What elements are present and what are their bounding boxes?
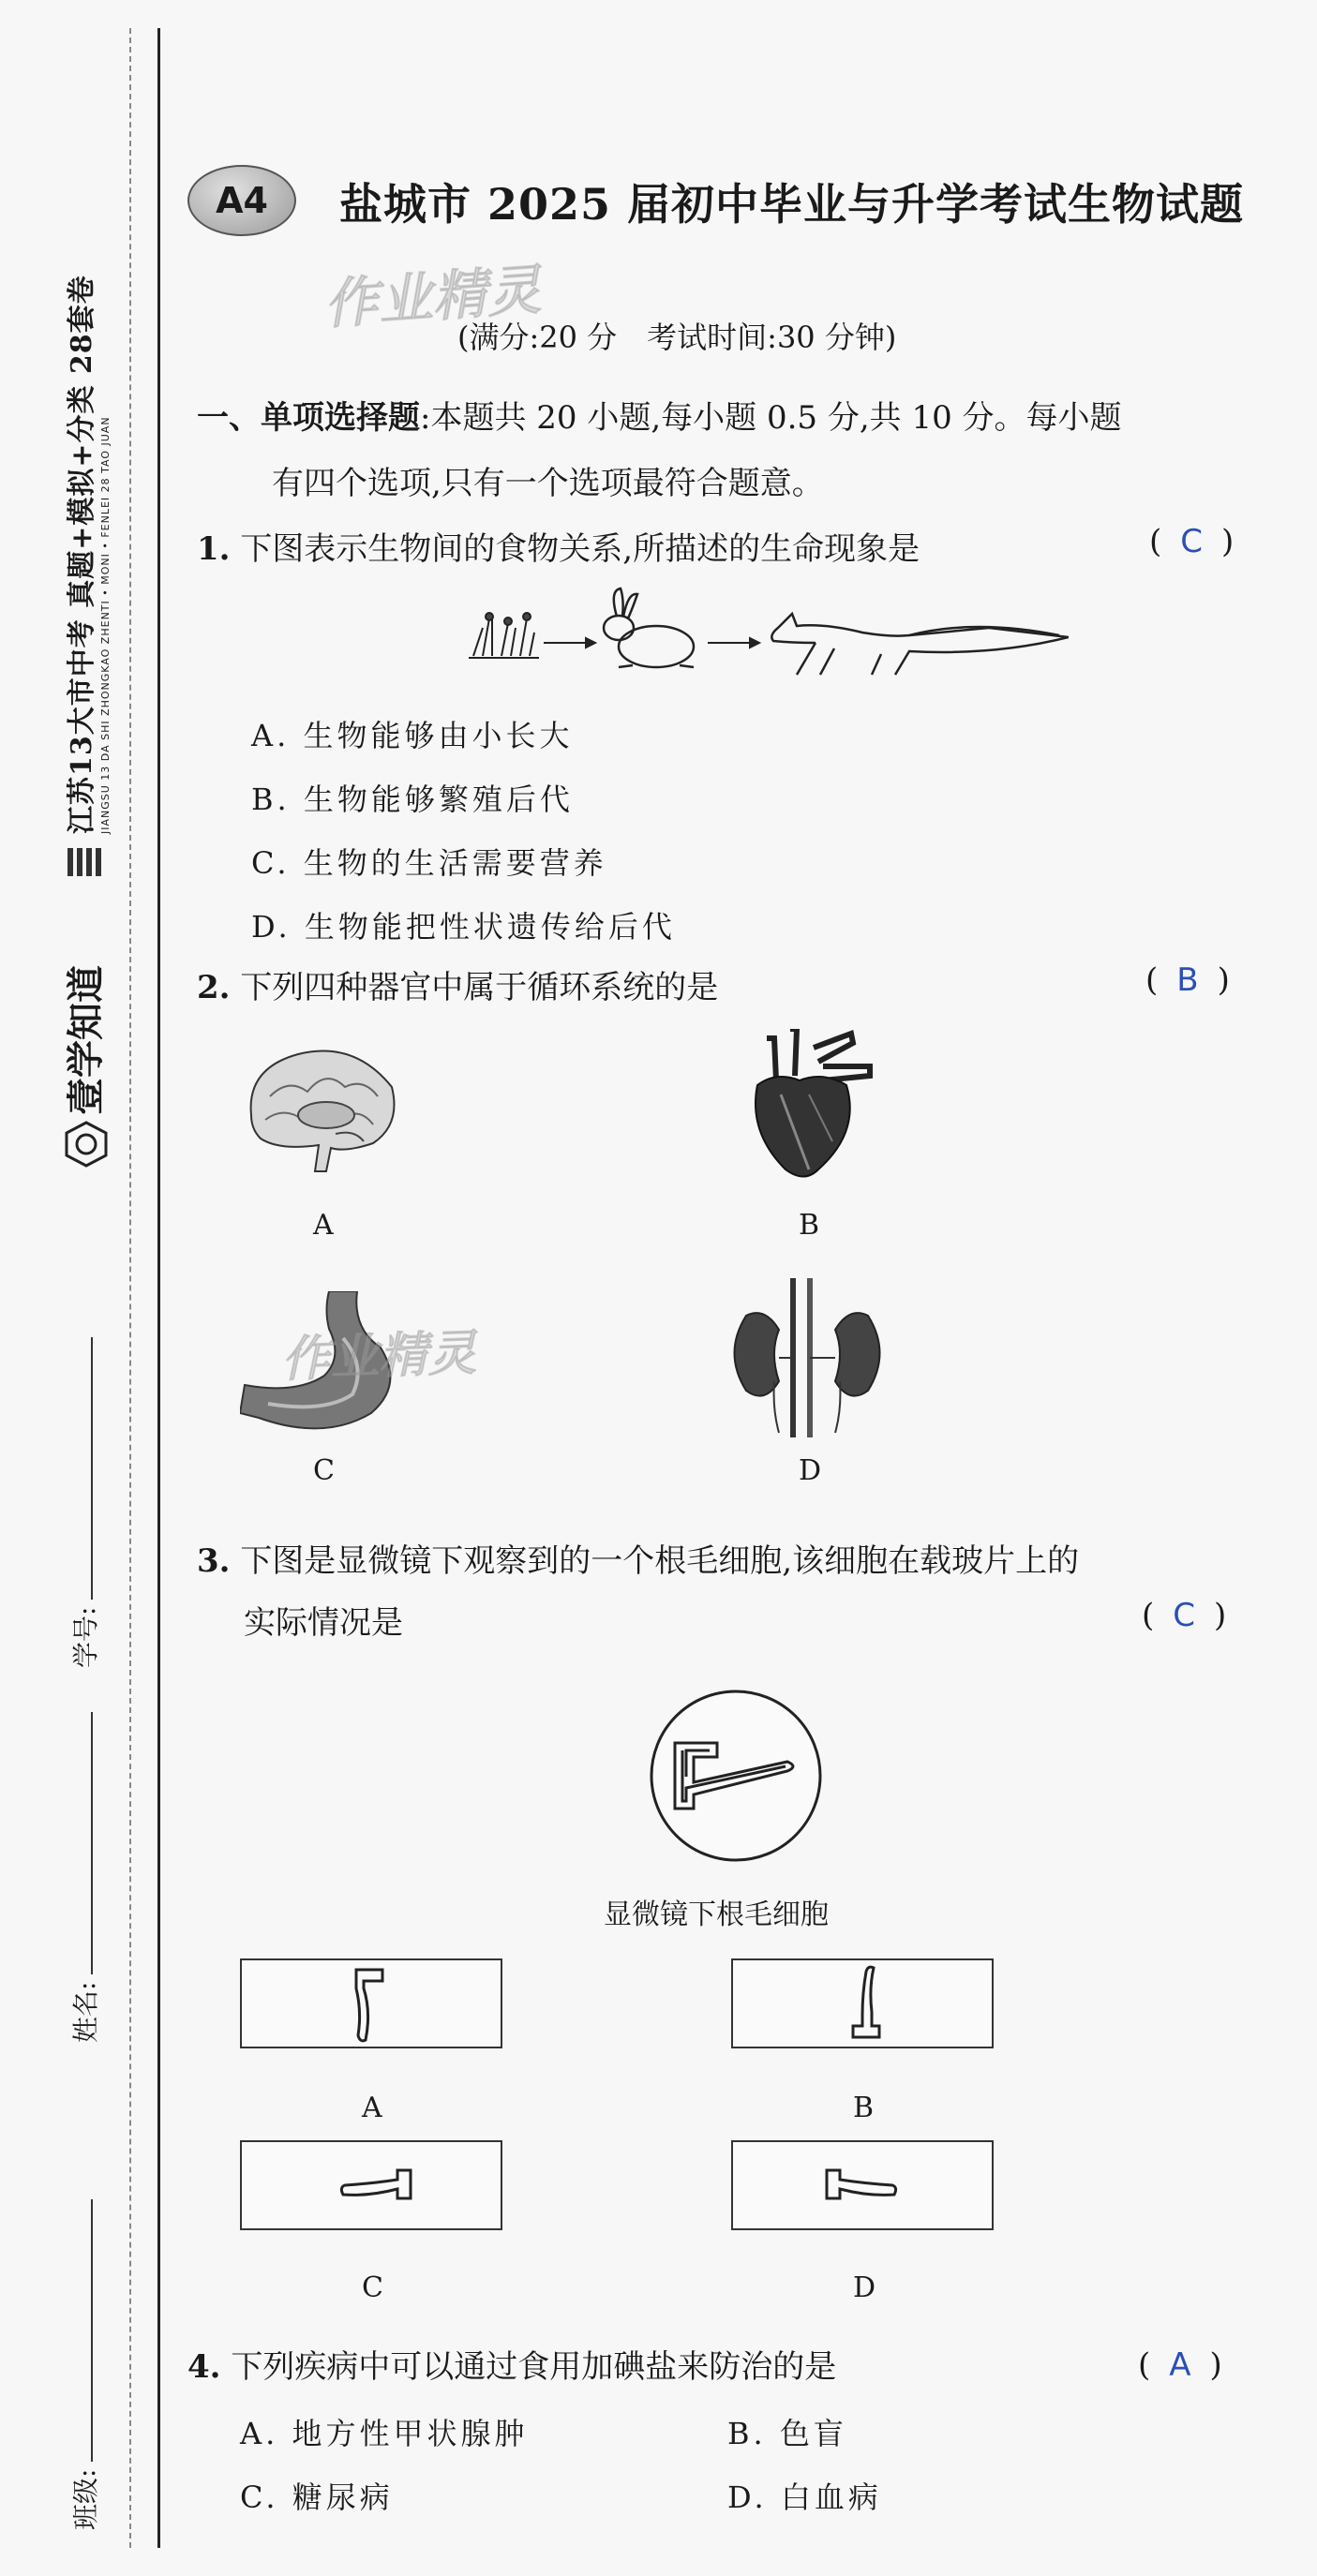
brain-icon[interactable] xyxy=(242,1040,401,1184)
name-label: 姓名: xyxy=(70,1981,101,2043)
question-3-answer: ( C ) xyxy=(1142,1597,1227,1634)
brand-bars-icon xyxy=(67,848,105,876)
root-hair-cell-icon xyxy=(733,1960,992,2047)
question-3-label-a: A xyxy=(362,2092,382,2124)
question-4-answer-value: A xyxy=(1169,2346,1191,2384)
question-4-number: 4. xyxy=(187,2348,221,2386)
section-heading: 一、单项选择题 xyxy=(197,399,420,437)
question-2-label-a: A xyxy=(313,1209,334,1242)
food-chain-svg xyxy=(469,581,1069,684)
student-no-line xyxy=(89,1337,93,1600)
brand-name: 壹学知道 xyxy=(65,965,108,1115)
brand-block xyxy=(56,965,110,1115)
section-heading-line xyxy=(197,392,1122,438)
heart-icon[interactable] xyxy=(729,1029,879,1192)
slide-option-a[interactable] xyxy=(240,1958,502,2048)
series-subtitle: JIANGSU 13 DA SHI ZHONGKAO ZHENTI • MONI • FENLEI 28 TAO JUAN xyxy=(99,416,112,834)
question-2-number: 2. xyxy=(197,969,231,1006)
margin-dashed-rule xyxy=(129,28,131,2548)
series-title-block xyxy=(58,275,112,834)
question-2-label-d: D xyxy=(799,1454,822,1487)
question-4-stem: 4. 下列疾病中可以通过食用加碘盐来防治的是 xyxy=(187,2348,837,2386)
class-field[interactable] xyxy=(66,2199,103,2530)
watermark: 作业精灵 xyxy=(322,257,544,336)
brand-logo-icon xyxy=(62,1120,111,1172)
rabbit-icon xyxy=(604,588,694,667)
question-3-stem-line1: 3. 下图是显微镜下观察到的一个根毛细胞,该细胞在载玻片上的 xyxy=(197,1542,1080,1580)
question-2-stem: 2. 下列四种器官中属于循环系统的是 xyxy=(197,969,719,1006)
question-2-answer: ( B ) xyxy=(1145,961,1230,999)
watermark-2: 作业精灵 xyxy=(280,1325,478,1389)
question-2-answer-value: B xyxy=(1176,961,1199,999)
food-chain-figure xyxy=(469,581,1069,688)
question-1-option-c[interactable]: C. 生物的生活需要营养 xyxy=(251,845,607,881)
kidney-icon[interactable] xyxy=(727,1278,887,1441)
question-4-option-a[interactable]: A. 地方性甲状腺肿 xyxy=(240,2416,529,2451)
question-2-label-b: B xyxy=(799,1209,820,1242)
question-1-option-a[interactable]: A. 生物能够由小长大 xyxy=(251,718,574,753)
section-instruction-1: :本题共 20 小题,每小题 0.5 分,共 10 分。每小题 xyxy=(420,399,1122,437)
slide-option-b[interactable] xyxy=(731,1958,994,2048)
question-4-option-b[interactable]: B. 色盲 xyxy=(727,2416,847,2451)
question-3-label-c: C xyxy=(362,2271,383,2304)
question-3-label-b: B xyxy=(853,2092,875,2124)
question-1-option-b[interactable]: B. 生物能够繁殖后代 xyxy=(251,782,574,817)
margin-rule xyxy=(157,28,160,2548)
root-hair-cell-icon xyxy=(733,2142,992,2228)
slide-option-d[interactable] xyxy=(731,2140,994,2230)
question-1-answer: ( C ) xyxy=(1149,523,1235,560)
paper-subtitle: (满分:20 分 考试时间:30 分钟) xyxy=(457,320,897,355)
microscope-caption: 显微镜下根毛细胞 xyxy=(604,1898,829,1931)
class-line xyxy=(89,2199,93,2462)
section-instruction-2: 有四个选项,只有一个选项最符合题意。 xyxy=(272,465,824,502)
name-field[interactable] xyxy=(66,1712,103,2043)
series-title: 江苏13大市中考 真题+模拟+分类 28套卷 xyxy=(66,275,98,834)
student-no-label: 学号: xyxy=(70,1606,101,1668)
arrow-icon xyxy=(544,638,595,648)
question-4-answer: ( A ) xyxy=(1138,2346,1222,2384)
student-no-field[interactable] xyxy=(66,1337,103,1668)
paper-badge: A4 xyxy=(187,165,296,236)
slide-option-c[interactable] xyxy=(240,2140,502,2230)
question-1-option-d[interactable]: D. 生物能把性状遗传给后代 xyxy=(251,909,676,945)
root-hair-cell-icon xyxy=(242,2142,501,2228)
question-3-stem-line2: 实际情况是 xyxy=(244,1604,403,1642)
fox-icon xyxy=(771,614,1069,675)
question-1-answer-value: C xyxy=(1180,523,1204,560)
question-2-label-c: C xyxy=(313,1454,335,1487)
class-label: 班级: xyxy=(70,2468,101,2530)
name-line xyxy=(89,1712,93,1974)
question-1-number: 1. xyxy=(197,530,231,568)
question-4-option-c[interactable]: C. 糖尿病 xyxy=(240,2479,394,2515)
arrow-icon xyxy=(708,638,759,648)
question-3-answer-value: C xyxy=(1173,1597,1196,1634)
root-hair-cell-icon xyxy=(242,1960,501,2047)
question-3-label-d: D xyxy=(853,2271,876,2304)
grass-icon xyxy=(469,613,539,658)
question-4-option-d[interactable]: D. 白血病 xyxy=(727,2479,882,2515)
paper-title: 盐城市 2025 届初中毕业与升学考试生物试题 xyxy=(339,179,1245,230)
question-1-stem: 1. 下图表示生物间的食物关系,所描述的生命现象是 xyxy=(197,530,920,568)
question-3-number: 3. xyxy=(197,1542,231,1580)
microscope-view xyxy=(647,1687,825,1869)
